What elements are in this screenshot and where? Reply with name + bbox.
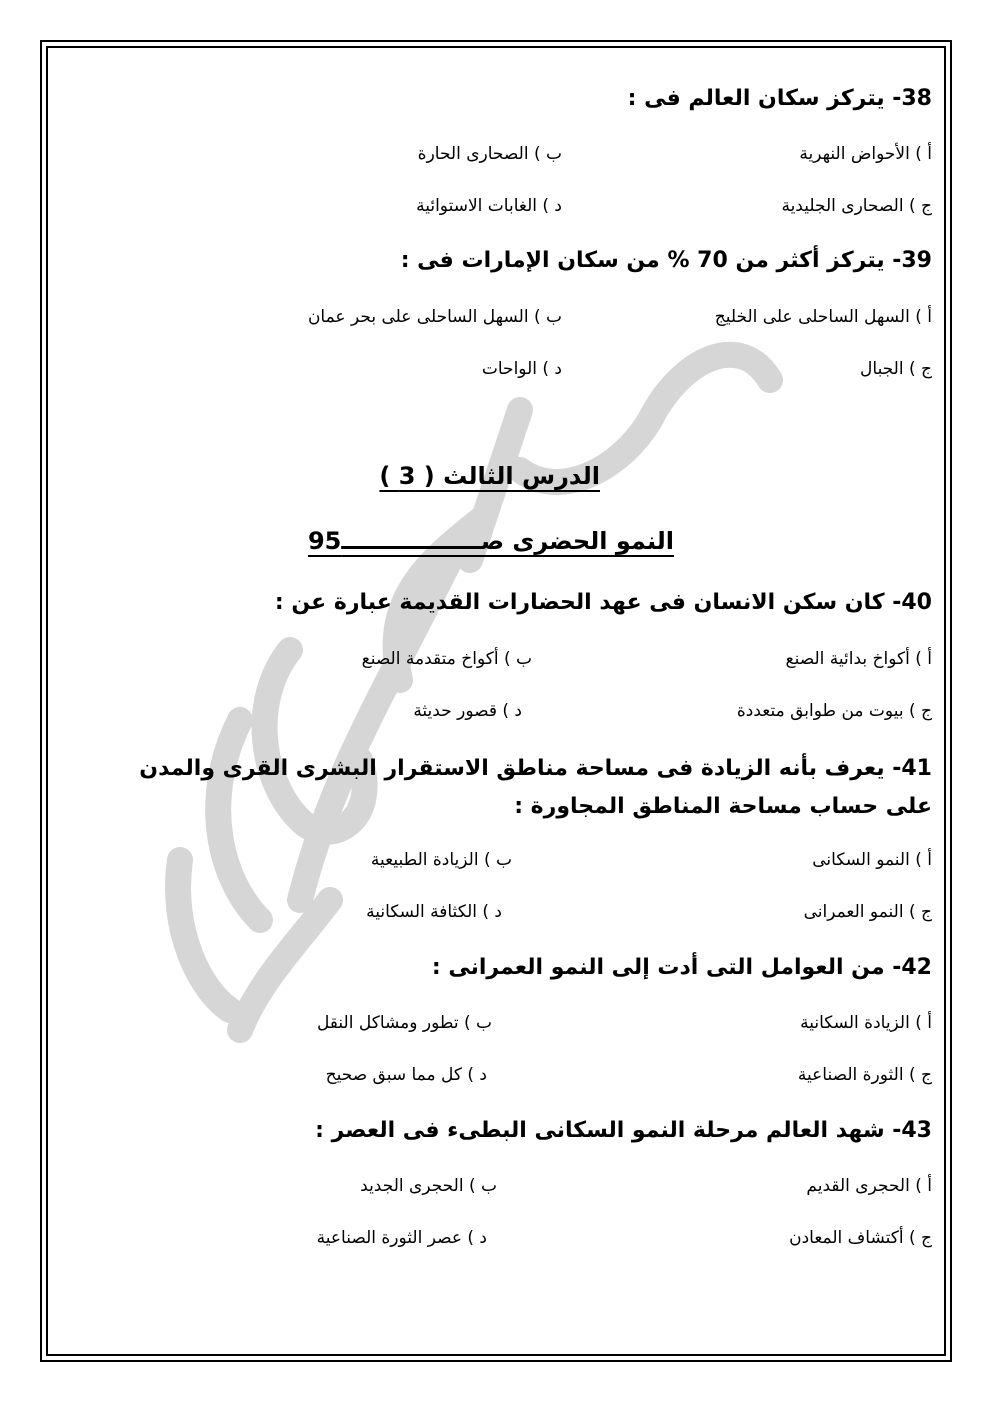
q42-option-d: د ) كل مما سبق صحيح: [325, 1065, 487, 1085]
q38-option-b: ب ) الصحارى الحارة: [417, 144, 562, 164]
lesson-title: الدرس الثالث ( 3 ): [379, 462, 600, 490]
question-41-title: 41- يعرف بأنه الزيادة فى مساحة مناطق الاستقرار البشرى القرى والمدن على حساب مساحة المناطق المجاورة :: [139, 756, 932, 819]
question-43-title: 43- شهد العالم مرحلة النمو السكانى البطىء فى العصر :: [315, 1118, 932, 1143]
q41-option-c: ج ) النمو العمرانى: [803, 902, 932, 922]
q40-option-a: أ ) أكواخ بدائية الصنع: [785, 649, 932, 669]
q39-option-c: ج ) الجبال: [860, 359, 932, 379]
q40-option-d: د ) قصور حديثة: [413, 701, 522, 721]
q41-option-b: ب ) الزيادة الطبيعية: [370, 850, 512, 870]
q39-option-a: أ ) السهل الساحلى على الخليج: [714, 307, 932, 327]
q38-option-a: أ ) الأحواض النهرية: [799, 144, 932, 164]
question-42-title: 42- من العوامل التى أدت إلى النمو العمرانى :: [431, 955, 932, 980]
q39-option-d: د ) الواحات: [481, 359, 562, 379]
q41-option-a: أ ) النمو السكانى: [812, 850, 932, 870]
question-40-title: 40- كان سكن الانسان فى عهد الحضارات القديمة عبارة عن :: [274, 590, 932, 615]
q43-option-d: د ) عصر الثورة الصناعية: [316, 1228, 487, 1248]
q38-option-c: ج ) الصحارى الجليدية: [781, 196, 932, 216]
lesson-subtitle: النمو الحضرى صـــــــــــــــــ95: [307, 527, 674, 555]
q41-option-d: د ) الكثافة السكانية: [366, 902, 502, 922]
q42-option-b: ب ) تطور ومشاكل النقل: [316, 1013, 492, 1033]
q40-option-b: ب ) أكواخ متقدمة الصنع: [361, 649, 532, 669]
q38-option-d: د ) الغابات الاستوائية: [416, 196, 562, 216]
q43-option-b: ب ) الحجرى الجديد: [360, 1176, 497, 1196]
question-38-title: 38- يتركز سكان العالم فى :: [627, 86, 932, 111]
question-39-title: 39- يتركز أكثر من 70 % من سكان الإمارات فى :: [400, 248, 932, 273]
q42-option-c: ج ) الثورة الصناعية: [797, 1065, 932, 1085]
q39-option-b: ب ) السهل الساحلى على بحر عمان: [307, 307, 562, 327]
q40-option-c: ج ) بيوت من طوابق متعددة: [736, 701, 932, 721]
q42-option-a: أ ) الزيادة السكانية: [800, 1013, 932, 1033]
q43-option-c: ج ) أكتشاف المعادن: [789, 1228, 932, 1248]
q43-option-a: أ ) الحجرى القديم: [806, 1176, 932, 1196]
